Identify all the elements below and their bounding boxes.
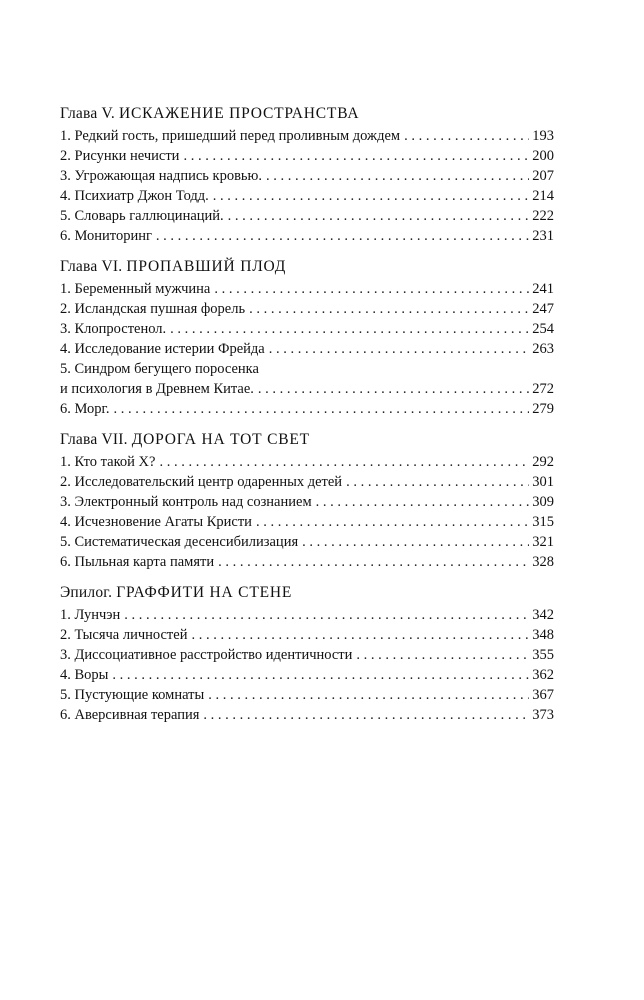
chapter-heading — [60, 583, 554, 603]
toc-entry[interactable] — [60, 512, 554, 532]
entry-page-number: 315 — [532, 514, 554, 530]
entry-title: 1. Лунчэн — [60, 607, 121, 623]
chapter-heading — [60, 257, 554, 277]
dot-leader — [112, 665, 529, 685]
dot-leader — [156, 226, 529, 246]
dot-leader — [218, 552, 529, 572]
dot-leader — [356, 645, 529, 665]
entry-title: 3. Диссоциативное расстройство идентичности — [60, 647, 353, 663]
chapter-prefix: Эпилог. — [60, 584, 117, 601]
table-of-contents — [60, 104, 554, 736]
dot-leader — [170, 319, 529, 339]
entry-page-number: 247 — [532, 301, 554, 317]
dot-leader — [302, 532, 529, 552]
entry-title: 3. Электронный контроль над сознанием — [60, 494, 312, 510]
toc-entry[interactable] — [60, 126, 554, 146]
entry-title: 2. Рисунки нечисти — [60, 148, 180, 164]
entry-title: 4. Исследование истерии Фрейда — [60, 341, 265, 357]
entry-page-number: 241 — [532, 281, 554, 297]
entry-page-number: 362 — [532, 667, 554, 683]
entry-title: 5. Систематическая десенсибилизация — [60, 534, 299, 550]
chapter-section — [60, 257, 554, 419]
entry-title-first-line: 5. Синдром бегущего поросенка — [60, 361, 259, 377]
entry-title: 2. Тысяча личностей — [60, 627, 188, 643]
entry-title: 1. Беременный мужчина — [60, 281, 211, 297]
entry-page-number: 263 — [532, 341, 554, 357]
chapter-section — [60, 430, 554, 572]
dot-leader — [228, 206, 530, 226]
entry-title: 6. Пыльная карта памяти — [60, 554, 215, 570]
chapter-title: ИСКАЖЕНИЕ ПРОСТРАНСТВА — [119, 105, 360, 122]
chapter-prefix: Глава V. — [60, 105, 120, 122]
entry-title: 4. Психиатр Джон Тодд. — [60, 188, 209, 204]
entry-title: 6. Мониторинг — [60, 228, 152, 244]
toc-entry[interactable] — [60, 206, 554, 226]
entry-page-number: 222 — [532, 208, 554, 224]
entry-title: 5. Пустующие комнаты — [60, 687, 205, 703]
dot-leader — [266, 166, 529, 186]
toc-entry[interactable] — [60, 319, 554, 339]
toc-entry[interactable] — [60, 552, 554, 572]
toc-entry[interactable] — [60, 279, 554, 299]
toc-entry[interactable] — [60, 532, 554, 552]
dot-leader — [258, 379, 529, 399]
entry-page-number: 193 — [532, 128, 554, 144]
toc-entry[interactable] — [60, 226, 554, 246]
entry-page-number: 367 — [532, 687, 554, 703]
entry-page-number: 348 — [532, 627, 554, 643]
chapter-section — [60, 104, 554, 246]
entry-title: 2. Исследовательский центр одаренных детей — [60, 474, 343, 490]
dot-leader — [113, 399, 529, 419]
dot-leader — [124, 605, 529, 625]
entry-page-number: 309 — [532, 494, 554, 510]
entry-page-number: 207 — [532, 168, 554, 184]
entry-page-number: 342 — [532, 607, 554, 623]
dot-leader — [256, 512, 529, 532]
entry-page-number: 321 — [532, 534, 554, 550]
entry-title: 4. Исчезновение Агаты Кристи — [60, 514, 252, 530]
toc-entry[interactable] — [60, 705, 554, 725]
toc-entry[interactable] — [60, 492, 554, 512]
toc-entry[interactable] — [60, 665, 554, 685]
entry-page-number: 328 — [532, 554, 554, 570]
entry-title: 1. Кто такой X? — [60, 454, 156, 470]
dot-leader — [203, 705, 529, 725]
dot-leader — [183, 146, 529, 166]
toc-entry[interactable] — [60, 339, 554, 359]
dot-leader — [208, 685, 529, 705]
toc-entry[interactable] — [60, 452, 554, 472]
toc-entry[interactable] — [60, 399, 554, 419]
toc-entry[interactable] — [60, 359, 554, 399]
chapter-section — [60, 583, 554, 725]
entry-page-number: 373 — [532, 707, 554, 723]
toc-entry[interactable] — [60, 625, 554, 645]
entry-page-number: 254 — [532, 321, 554, 337]
dot-leader — [159, 452, 529, 472]
toc-entry[interactable] — [60, 605, 554, 625]
chapter-title: ГРАФФИТИ НА СТЕНЕ — [116, 584, 293, 601]
entry-title: 1. Редкий гость, пришедший перед проливным дождем — [60, 128, 401, 144]
entry-title: 5. Словарь галлюцинаций. — [60, 208, 224, 224]
dot-leader — [191, 625, 529, 645]
chapter-title: ПРОПАВШИЙ ПЛОД — [126, 258, 287, 275]
dot-leader — [404, 126, 529, 146]
dot-leader — [346, 472, 529, 492]
entry-title: 6. Аверсивная терапия — [60, 707, 200, 723]
entry-page-number: 301 — [532, 474, 554, 490]
entry-page-number: 200 — [532, 148, 554, 164]
chapter-heading — [60, 104, 554, 124]
toc-entry[interactable] — [60, 186, 554, 206]
entry-title: 2. Исландская пушная форель — [60, 301, 246, 317]
toc-entry[interactable] — [60, 299, 554, 319]
dot-leader — [214, 279, 529, 299]
entry-page-number: 355 — [532, 647, 554, 663]
toc-entry[interactable] — [60, 166, 554, 186]
chapter-prefix: Глава VII. — [60, 431, 132, 448]
chapter-heading — [60, 430, 554, 450]
chapter-title: ДОРОГА НА ТОТ СВЕТ — [131, 431, 310, 448]
entry-page-number: 279 — [532, 401, 554, 417]
dot-leader — [316, 492, 530, 512]
entry-title: 3. Угрожающая надпись кровью. — [60, 168, 262, 184]
toc-entry[interactable] — [60, 685, 554, 705]
chapter-prefix: Глава VI. — [60, 258, 127, 275]
toc-entry[interactable] — [60, 645, 554, 665]
entry-title: 3. Клопростенол. — [60, 321, 167, 337]
dot-leader — [213, 186, 529, 206]
entry-page-number: 231 — [532, 228, 554, 244]
dot-leader — [249, 299, 529, 319]
toc-entry[interactable] — [60, 472, 554, 492]
entry-page-number: 292 — [532, 454, 554, 470]
toc-entry[interactable] — [60, 146, 554, 166]
entry-page-number: 272 — [532, 381, 554, 397]
entry-title: 4. Воры — [60, 667, 109, 683]
entry-page-number: 214 — [532, 188, 554, 204]
entry-title: и психология в Древнем Китае. — [60, 381, 254, 397]
dot-leader — [269, 339, 530, 359]
entry-title: 6. Морг. — [60, 401, 110, 417]
